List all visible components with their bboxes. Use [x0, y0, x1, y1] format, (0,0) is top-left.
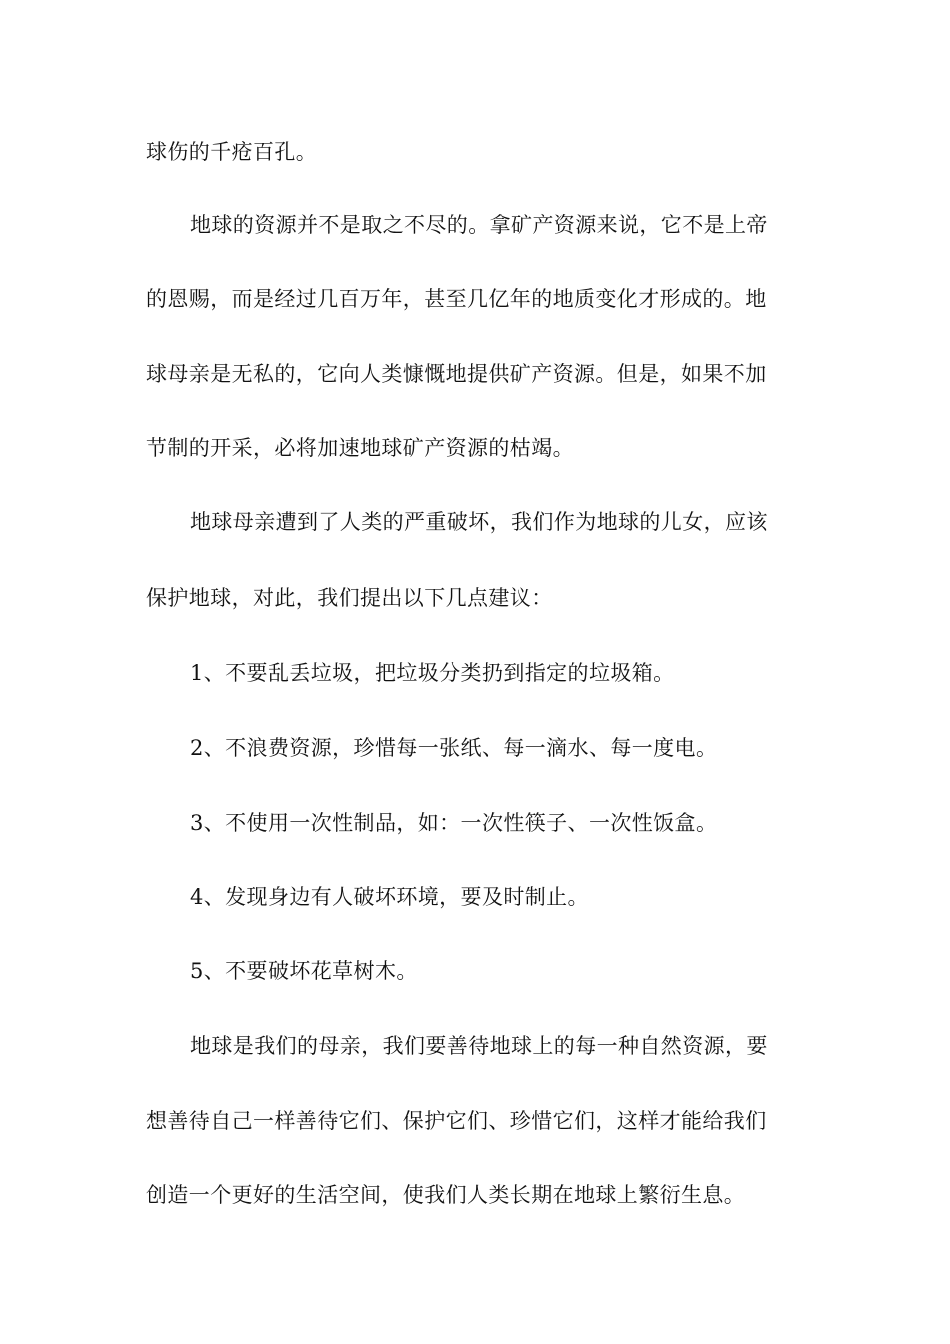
list-item: 1、不要乱丢垃圾，把垃圾分类扔到指定的垃圾箱。: [190, 661, 675, 685]
paragraph-line: 保护地球，对此，我们提出以下几点建议：: [146, 586, 553, 610]
paragraph-line: 节制的开采，必将加速地球矿产资源的枯竭。: [146, 436, 574, 460]
list-item: 4、发现身边有人破坏环境，要及时制止。: [190, 885, 589, 909]
paragraph-line: 的恩赐，而是经过几百万年，甚至几亿年的地质变化才形成的。地: [146, 287, 767, 311]
paragraph-line: 地球是我们的母亲，我们要善待地球上的每一种自然资源，要: [190, 1034, 768, 1058]
paragraph-line: 球伤的千疮百孔。: [146, 140, 318, 164]
paragraph-line: 地球母亲遭到了人类的严重破坏，我们作为地球的儿女，应该: [190, 510, 768, 534]
list-item: 5、不要破坏花草树木。: [190, 959, 418, 983]
list-item: 2、不浪费资源，珍惜每一张纸、每一滴水、每一度电。: [190, 736, 718, 760]
paragraph-line: 球母亲是无私的，它向人类慷慨地提供矿产资源。但是，如果不加: [146, 362, 767, 386]
paragraph-line: 创造一个更好的生活空间，使我们人类长期在地球上繁衍生息。: [146, 1183, 746, 1207]
paragraph-line: 想善待自己一样善待它们、保护它们、珍惜它们，这样才能给我们: [146, 1109, 767, 1133]
paragraph-line: 地球的资源并不是取之不尽的。拿矿产资源来说，它不是上帝: [190, 213, 768, 237]
list-item: 3、不使用一次性制品，如：一次性筷子、一次性饭盒。: [190, 811, 718, 835]
